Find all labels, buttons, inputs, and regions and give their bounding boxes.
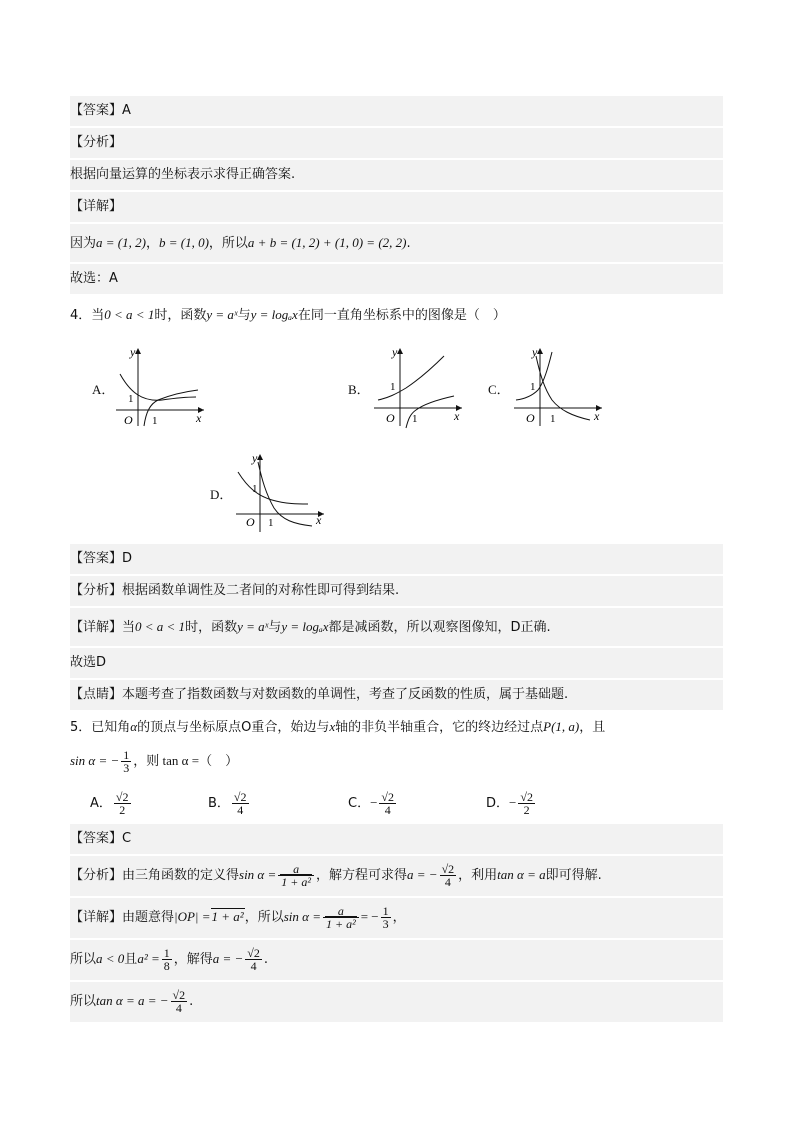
x-one-label: 1 [412, 413, 418, 425]
x-one-label: 1 [268, 517, 274, 529]
q3-answer: 【答案】A [70, 96, 723, 126]
q5-detail-line1: 【详解】由题意得|OP| =1 + a²，所以sin α = $\frac{a}{\text{1 + a²}}$ = − $\frac{1}{3}$ ， [70, 898, 723, 938]
q4-detail: 【详解】当0 < a < 1时，函数y = aˣ与y = logₐx都是减函数，所以观察图像知，D正确. [70, 608, 723, 646]
axis-y-label: y [130, 345, 136, 359]
q3-analysis-title: 【分析】 [70, 128, 723, 158]
q3-detail-title: 【详解】 [70, 192, 723, 222]
q5-option-b[interactable]: B． $\frac{√2}{4}$ [208, 790, 247, 817]
q4-answer: 【答案】D [70, 544, 723, 574]
origin-label: O [386, 411, 395, 425]
q5-option-d[interactable]: D．− $\frac{√2}{2}$ [486, 790, 533, 817]
q5-detail-line3: 所以tan α = a = − $\frac{√2}{4}$ . [70, 982, 723, 1022]
axis-x-label: x [454, 409, 460, 423]
q5-option-c[interactable]: C．− $\frac{√2}{4}$ [348, 790, 395, 817]
axis-x-label: x [594, 409, 600, 423]
y-one-label: 1 [390, 381, 396, 393]
origin-label: O [526, 411, 535, 425]
axis-y-label: y [532, 345, 538, 359]
q4-comment: 【点睛】本题考查了指数函数与对数函数的单调性，考查了反函数的性质，属于基础题. [70, 680, 723, 710]
q5-option-a[interactable]: A． $\frac{√2}{2}$ [90, 790, 129, 817]
axis-x-label: x [196, 411, 202, 425]
x-one-label: 1 [152, 415, 158, 427]
q5-detail-line2: 所以a < 0且a² = $\frac{1}{8}$ ，解得a = − $\frac{√2}{4}$ . [70, 940, 723, 980]
q5-stem-line2: sin α = − $\frac{1}{3}$ ，则 tan α =（ ） [70, 748, 239, 775]
q3-choice: 故选：A [70, 264, 723, 294]
axis-y-label: y [392, 345, 398, 359]
q4-option-c-label: C． [488, 382, 510, 397]
q3-analysis-text: 根据向量运算的坐标表示求得正确答案. [70, 160, 723, 190]
q4-stem: 4．当0 < a < 1时，函数y = aˣ与y = logₐx在同一直角坐标系中的图像是（ ） [70, 307, 506, 323]
y-one-label: 1 [530, 381, 536, 393]
q3-detail-line: 因为a = (1, 2)，b = (1, 0)，所以a + b = (1, 2) + (1, 0) = (2, 2). [70, 224, 723, 262]
q4-graph-b [370, 344, 470, 430]
q4-option-b-label: B． [348, 382, 370, 397]
y-one-label: 1 [128, 393, 134, 405]
q4-option-d-label: D． [210, 487, 233, 502]
axis-x-label: x [316, 513, 322, 527]
q5-analysis: 【分析】由三角函数的定义得sin α = $\frac{a}{\text{1 + a²}}$ ，解方程可求得a = − $\frac{√2}{4}$ ，利用tan α = a即可得解. [70, 856, 723, 896]
origin-label: O [124, 413, 133, 427]
q4-option-a-label: A． [92, 382, 115, 397]
axis-y-label: y [252, 451, 258, 465]
x-one-label: 1 [550, 413, 556, 425]
q4-graph-c [510, 344, 610, 430]
q4-graph-d [232, 450, 332, 536]
q4-analysis: 【分析】根据函数单调性及二者间的对称性即可得到结果. [70, 576, 723, 606]
origin-label: O [246, 515, 255, 529]
y-one-label: 1 [252, 483, 258, 495]
q4-choice: 故选D [70, 648, 723, 678]
q5-stem-line1: 5．已知角α的顶点与坐标原点O重合，始边与x轴的非负半轴重合，它的终边经过点P(1, a)，且 [70, 719, 606, 735]
q4-graph-a [112, 344, 212, 430]
q5-answer: 【答案】C [70, 824, 723, 854]
